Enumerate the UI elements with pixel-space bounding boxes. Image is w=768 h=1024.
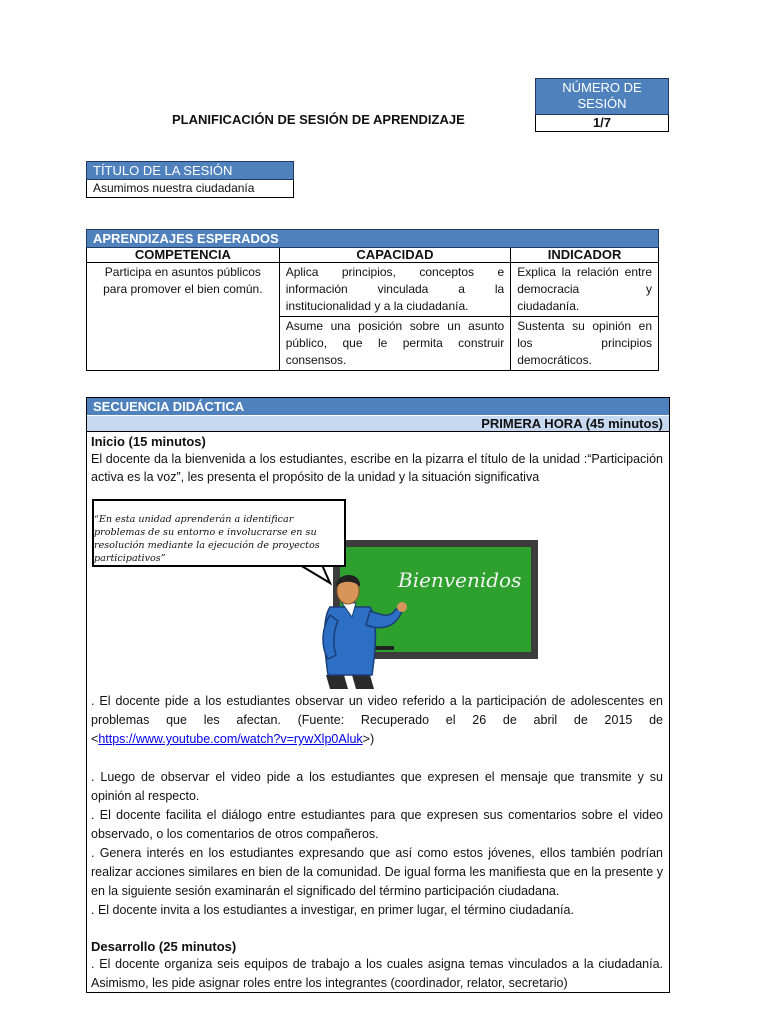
didactic-sequence-header: SECUENCIA DIDÁCTICA xyxy=(87,398,669,416)
session-title-value: Asumimos nuestra ciudadanía xyxy=(86,180,294,198)
paragraph-3: . Genera interés en los estudiantes expresando que así como estos jóvenes, ellos también podrían realizar acciones similares en bien de la comunidad. De igual forma les manifiesta que en la presente y en la siguiente sesión examinarán el significado del término participación ciudadana. xyxy=(91,846,663,898)
paragraph-1: . Luego de observar el video pide a los estudiantes que expresen el mensaje que transmite y su opinión al respecto. xyxy=(91,770,663,803)
desarrollo-text: . El docente organiza seis equipos de trabajo a los cuales asigna temas vinculados a la ciudadanía. Asimismo, les pide asignar roles entre los integrantes (coordinador, relator, secretario) xyxy=(91,957,663,990)
inicio-title: Inicio (15 minutos) xyxy=(91,434,206,449)
capacidad-cell: Asume una posición sobre un asunto público, que le permita construir consensos. xyxy=(279,317,511,371)
desarrollo-title: Desarrollo (25 minutos) xyxy=(91,939,237,954)
session-title-label: TÍTULO DE LA SESIÓN xyxy=(86,161,294,180)
indicador-cell: Sustenta su opinión en los principios democráticos. xyxy=(511,317,659,371)
capacidad-cell: Aplica principios, conceptos e información vinculada a la institucionalidad y a la ciudadanía. xyxy=(279,263,511,317)
video-paragraph xyxy=(91,692,663,749)
table-row xyxy=(87,263,659,317)
learning-outcomes-header: APRENDIZAJES ESPERADOS xyxy=(87,230,659,248)
competencia-cell: Participa en asuntos públicos para promover el bien común. xyxy=(87,263,280,371)
column-header-capacidad: CAPACIDAD xyxy=(279,248,511,263)
board-text: Bienvenidos xyxy=(398,568,522,592)
paragraph-4: . El docente invita a los estudiantes a investigar, en primer lugar, el término ciudadanía. xyxy=(91,903,574,917)
bubble-tail xyxy=(300,565,330,583)
session-number-value: 1/7 xyxy=(535,115,669,132)
first-hour-label: PRIMERA HORA (45 minutos) xyxy=(87,416,669,432)
column-header-indicador: INDICADOR xyxy=(511,248,659,263)
column-header-competencia: COMPETENCIA xyxy=(87,248,280,263)
video-text: . El docente pide a los estudiantes observar un video referido a la participación de adolescentes en problemas que les afectan. (Fuente: Recuperado el 26 de abril de 2015 de < xyxy=(91,694,663,746)
didactic-sequence-section xyxy=(86,397,670,993)
video-link[interactable]: https://www.youtube.com/watch?v=rywXlp0Aluk xyxy=(98,732,363,746)
paragraph-2: . El docente facilita el diálogo entre estudiantes para que expresen sus comentarios sobre el video observado, o los comentarios de otros compañeros. xyxy=(91,808,663,841)
session-title-box xyxy=(86,161,294,198)
indicador-cell: Explica la relación entre democracia y ciudadanía. xyxy=(511,263,659,317)
page-title: PLANIFICACIÓN DE SESIÓN DE APRENDIZAJE xyxy=(172,112,465,127)
session-number-box xyxy=(535,78,669,132)
learning-outcomes-table xyxy=(86,229,659,371)
session-number-label: NÚMERO DE SESIÓN xyxy=(535,78,669,115)
video-close: >) xyxy=(362,732,375,746)
speech-bubble-text: “En esta unidad aprenderán a identificar problemas de su entorno e involucrarse en su resolución mediante la ejecución de proyectos participativos” xyxy=(94,514,320,564)
inicio-text: El docente da la bienvenida a los estudiantes, escribe en la pizarra el título de la unidad :“Participación activa es la voz”, les presenta el propósito de la unidad y la situación significativa xyxy=(91,452,663,484)
